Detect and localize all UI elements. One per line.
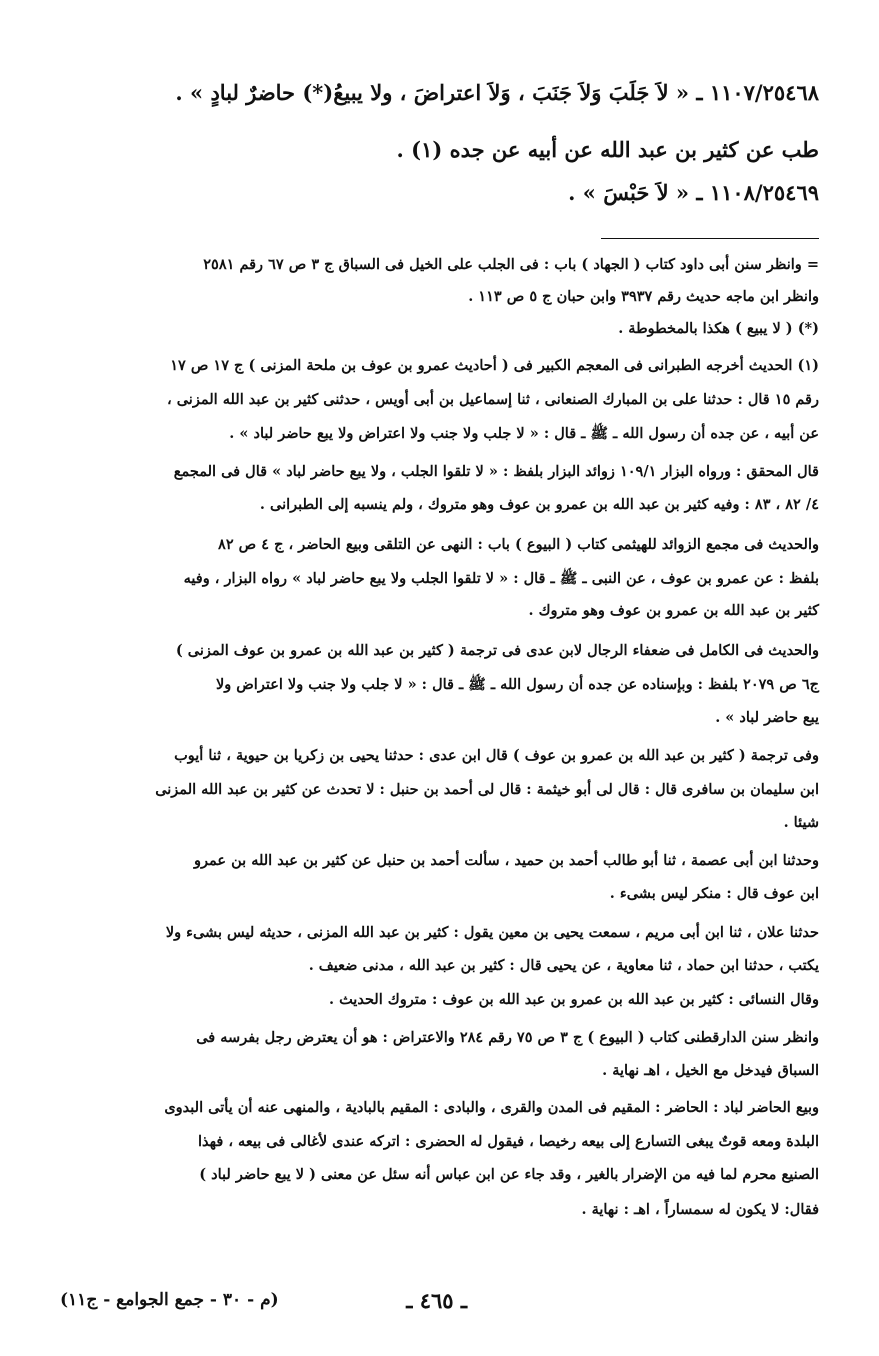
footnote-line: = وانظر سنن أبى داود كتاب ( الجهاد ) باب : فى الجلب على الخيل فى السباق ج ٣ ص ٦٧ رقم ٢٥٨١ bbox=[203, 256, 819, 273]
footnote-line: بلفظ : عن عمرو بن عوف ، عن النبى ـ ﷺ ـ قال : « لا تلقوا الجلب ولا يبع حاضر لباد » رواه البزار ، وفيه bbox=[183, 570, 819, 587]
footnote-line: والحديث فى مجمع الزوائد للهيثمى كتاب ( البيوع ) باب : النهى عن التلقى وبيع الحاضر ، ج ٤ ص ٨٢ bbox=[218, 536, 819, 553]
footnote-line: وفى ترجمة ( كثير بن عبد الله بن عمرو بن عوف ) قال ابن عدى : حدثنا يحيى بن زكريا بن حيوية ، ثنا أيوب bbox=[174, 747, 819, 764]
footnote-line: وقال النسائى : كثير بن عبد الله بن عمرو بن عبد الله بن عوف : متروك الحديث . bbox=[328, 991, 819, 1008]
page-number: ـ ٤٦٥ ـ bbox=[406, 1288, 467, 1313]
footnote-line: والحديث فى الكامل فى ضعفاء الرجال لابن عدى فى ترجمة ( كثير بن عبد الله بن عمرو بن عوف المزنى ) bbox=[175, 642, 819, 659]
footnote-line: (*) ( لا يبيع ) هكذا بالمخطوطة . bbox=[618, 320, 819, 337]
footnote-line: وانظر سنن الدارقطنى كتاب ( البيوع ) ج ٣ ص ٧٥ رقم ٢٨٤ والاعتراض : هو أن يعترض رجل بفرسه فى bbox=[196, 1029, 819, 1046]
page-footer bbox=[60, 1288, 819, 1318]
footnote-line: ابن سليمان بن سافرى قال : قال لى أبو خيثمة : قال لى أحمد بن حنبل : لا تحدث عن كثير بن عبد الله المزنى bbox=[155, 781, 819, 798]
footnote-line: فقال: لا يكون له سمساراً ، اهـ : نهاية . bbox=[581, 1201, 819, 1218]
footnote-line: البلدة ومعه قوتٌ يبغى التسارع إلى بيعه رخيصا ، فيقول له الحضرى : اتركه عندى لأغالى فى بيعه ، فهذا bbox=[198, 1133, 819, 1150]
footnote-line: وحدثنا ابن أبى عصمة ، ثنا أبو طالب أحمد بن حميد ، سألت أحمد بن حنبل عن كثير بن عبد الله بن عمرو bbox=[193, 852, 819, 869]
footnote-line: عن أبيه ، عن جده أن رسول الله ـ ﷺ ـ قال : « لا جلب ولا جنب ولا اعتراض ولا يبع حاضر لباد » . bbox=[229, 425, 819, 442]
footnote-line: ج٦ ص ٢٠٧٩ بلفظ : وبإسناده عن جده أن رسول الله ـ ﷺ ـ قال : « لا جلب ولا جنب ولا اعتراض ولا bbox=[215, 676, 819, 693]
footnote-line: يبع حاضر لباد » . bbox=[715, 709, 819, 726]
footnote-line: وانظر ابن ماجه حديث رقم ٣٩٣٧ وابن حبان ج ٥ ص ١١٣ . bbox=[468, 288, 819, 305]
footnote-line: حدثنا علان ، ثنا ابن أبى مريم ، سمعت يحيى بن معين يقول : كثير بن عبد الله المزنى ، حديثه ليس بشىء ولا bbox=[165, 924, 819, 941]
footnote-line: السباق فيدخل مع الخيل ، اهـ نهاية . bbox=[602, 1062, 819, 1079]
footnote-line: رقم ١٥ قال : حدثنا على بن المبارك الصنعانى ، ثنا إسماعيل بن أبى أويس ، حدثنى كثير بن عبد الله المزنى ، bbox=[166, 391, 819, 408]
footnote-line: وبيع الحاضر لباد : الحاضر : المقيم فى المدن والقرى ، والبادى : المقيم بالبادية ، والمنهى عنه أن يأتى البدوى bbox=[164, 1099, 819, 1116]
footnote-separator bbox=[601, 238, 819, 239]
footnote-line: كثير بن عبد الله بن عمرو بن عوف وهو متروك . bbox=[528, 602, 819, 619]
hadith-line-1: ١١٠٧/٢٥٤٦٨ ـ « لاَ جَلَبَ وَلاَ جَنَبَ ، وَلاَ اعتراضَ ، ولا يبيعُ(*) حاضرٌ لبادٍ » . bbox=[175, 80, 819, 105]
hadith-line-2: طب عن كثير بن عبد الله عن أبيه عن جده (١) . bbox=[396, 137, 819, 162]
footnote-line: (١) الحديث أخرجه الطبرانى فى المعجم الكبير فى ( أحاديث عمرو بن عوف بن ملحة المزنى ) ج ١٧ ص ١٧ bbox=[170, 357, 819, 374]
footnote-line: ابن عوف قال : منكر ليس بشىء . bbox=[609, 885, 819, 902]
footnote-line: الصنيع محرم لما فيه من الإضرار بالغير ، وقد جاء عن ابن عباس أنه سئل عن معنى ( لا يبع حاضر لباد ) bbox=[199, 1166, 819, 1183]
footnote-line: ٤/ ٨٢ ، ٨٣ : وفيه كثير بن عبد الله بن عمرو بن عوف وهو متروك ، ولم ينسبه إلى الطبرانى . bbox=[259, 496, 819, 513]
hadith-line-3: ١١٠٨/٢٥٤٦٩ ـ « لاَ حَبْسَ » . bbox=[568, 180, 819, 205]
footnote-line: يكتب ، حدثنا ابن حماد ، ثنا معاوية ، عن يحيى قال : كثير بن عبد الله ، مدنى ضعيف . bbox=[308, 957, 819, 974]
footnote-line: قال المحقق : ورواه البزار ١٠٩/١ زوائد البزار بلفظ : « لا تلقوا الجلب ، ولا يبع حاضر لباد » قال فى المجمع bbox=[173, 463, 819, 480]
volume-signature: (م - ٣٠ - جمع الجوامع - ج١١) bbox=[60, 1290, 279, 1310]
footnote-line: شيئا . bbox=[783, 814, 819, 831]
